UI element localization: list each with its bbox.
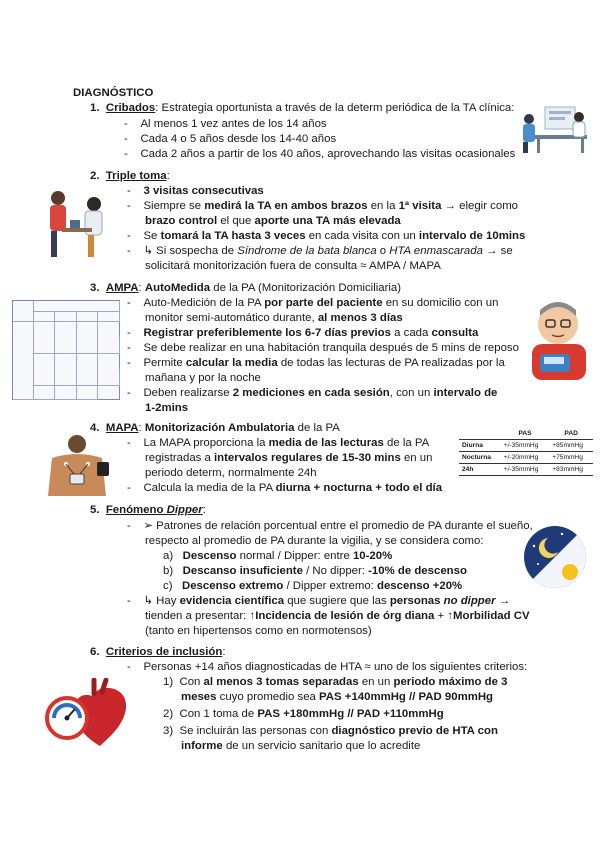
day-night-icon: [522, 524, 588, 590]
list-item-continuation: (tanto en hipertensos como en normotensos): [145, 625, 372, 637]
patient-bp-monitor-illustration: [522, 298, 592, 382]
ampa-record-sheet: [12, 300, 120, 400]
list-item: - Calcula la media de la PA diurna + nocturna + todo el día: [127, 482, 443, 494]
list-item: - ➢ Patrones de relación porcentual entre el promedio de PA durante el sueño,: [127, 520, 533, 532]
list-item-continuation: registradas a intervalos regulares de 15-30 mins en un: [145, 452, 433, 464]
list-item: - Se debe realizar en una habitación tranquila después de 5 mins de reposo: [127, 342, 519, 354]
heart-pressure-gauge-icon: [42, 678, 137, 750]
mapa-reference-table: [459, 428, 593, 476]
table-header: PAS: [501, 428, 550, 440]
doctor-consultation-illustration: [515, 103, 593, 155]
table-row: Diurna +/-35mmHg +85mmHg: [459, 440, 593, 452]
list-item: - ↳ Hay evidencia científica que sugiere que las personas no dipper →: [127, 595, 511, 607]
sub-item: a) Descenso normal / Dipper: entre 10-20%: [163, 550, 393, 562]
bp-measurement-illustration: [40, 184, 110, 264]
list-item: - La MAPA proporciona la media de las lecturas de la PA: [127, 437, 430, 449]
list-item: - Permite calcular la media de todas las lecturas de PA realizadas por la: [127, 357, 505, 369]
list-item-continuation: monitor semi-automático durante, al menos 3 días: [145, 312, 403, 324]
table-header: [459, 428, 501, 440]
section-2-heading: 2. Triple toma:: [90, 170, 170, 182]
list-item: - ↳ Si sospecha de Síndrome de la bata blanca o HTA enmascarada → se: [127, 245, 513, 257]
list-item: - Siempre se medirá la TA en ambos brazos en la 1ª visita → elegir como: [127, 200, 519, 212]
list-item-continuation: solicitará monitorización fuera de consulta ≈ AMPA / MAPA: [145, 260, 441, 272]
list-item: - Auto-Medición de la PA por parte del paciente en su domicilio con un: [127, 297, 499, 309]
sub-item: c) Descenso extremo / Dipper extremo: descenso +20%: [163, 580, 463, 592]
criterion-item-continuation: meses cuyo promedio sea PAS +140mmHg // PAD 90mmHg: [181, 691, 494, 703]
criterion-item-continuation: informe de un servicio sanitario que lo acredite: [181, 740, 421, 752]
page-title: DIAGNÓSTICO: [73, 87, 154, 99]
sub-item: b) Descanso insuficiente / No dipper: -10% de descenso: [163, 565, 467, 577]
list-item: - Cada 2 años a partir de los 40 años, aprovechando las visitas ocasionales: [124, 148, 516, 160]
list-item: - Registrar preferiblemente los 6-7 días previos a cada consulta: [127, 327, 479, 339]
section-6-heading: 6. Criterios de inclusión:: [90, 646, 226, 658]
section-3-heading: 3. AMPA: AutoMedida de la PA (Monitorización Domiciliaria): [90, 282, 402, 294]
holter-monitor-illustration: [40, 434, 115, 496]
section-5-heading: 5. Fenómeno Dipper:: [90, 504, 206, 516]
criterion-item: 2) Con 1 toma de PAS +180mmHg // PAD +110mmHg: [163, 708, 444, 720]
list-item: - Al menos 1 vez antes de los 14 años: [124, 118, 327, 130]
list-item-continuation: tienden a presentar: ↑Incidencia de lesión de órg diana + ↑Morbilidad CV: [145, 610, 530, 622]
list-item-continuation: brazo control el que aporte una TA más elevada: [145, 215, 401, 227]
section-4-heading: 4. MAPA: Monitorización Ambulatoria de la PA: [90, 422, 340, 434]
criterion-item: 3) Se incluirán las personas con diagnóstico previo de HTA con: [163, 725, 498, 737]
list-item: - Personas +14 años diagnosticadas de HTA ≈ uno de los siguientes criterios:: [127, 661, 528, 673]
list-item: - Cada 4 o 5 años desde los 14-40 años: [124, 133, 337, 145]
table-header: PAD: [549, 428, 593, 440]
list-item-continuation: 1-2mins: [145, 402, 189, 414]
table-row: Nocturna +/-20mmHg +75mmHg: [459, 452, 593, 464]
criterion-item: 1) Con al menos 3 tomas separadas en un periodo máximo de 3: [163, 676, 508, 688]
list-item-continuation: mañana y por la noche: [145, 372, 261, 384]
list-item-continuation: respecto al promedio de PA durante la vigilia, y se considera como:: [145, 535, 484, 547]
list-item: - Deben realizarse 2 mediciones en cada sesión, con un intervalo de: [127, 387, 498, 399]
list-item: - Se tomará la TA hasta 3 veces en cada visita con un intervalo de 10mins: [127, 230, 526, 242]
list-item: - 3 visitas consecutivas: [127, 185, 264, 197]
section-1-heading: 1. Cribados: Estrategia oportunista a través de la determ periódica de la TA clínica:: [90, 102, 515, 114]
table-row: 24h +/-35mmHg +83mmHg: [459, 464, 593, 476]
list-item-continuation: periodo determ, normalmente 24h: [145, 467, 317, 479]
